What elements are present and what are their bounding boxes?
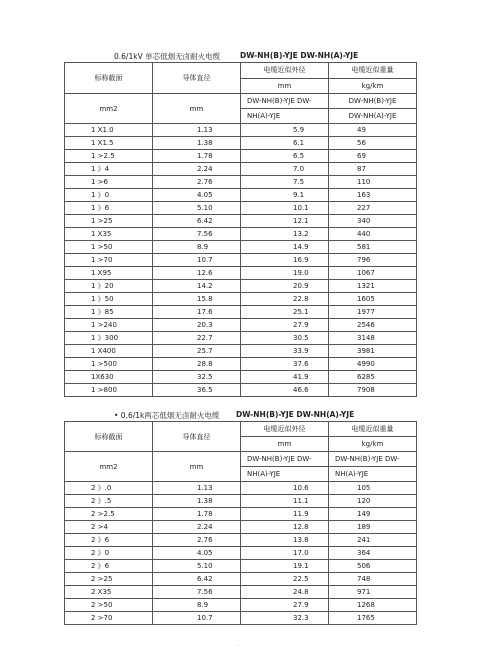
cell-outer-diameter: 5.9 (241, 124, 329, 137)
cell-conductor-diameter: 2.76 (153, 534, 241, 547)
cell-weight: 2546 (329, 319, 417, 332)
cell-weight: 3981 (329, 345, 417, 358)
cell-weight: 56 (329, 137, 417, 150)
header-conductor-unit: mm (153, 94, 241, 124)
cell-outer-diameter: 6.5 (241, 150, 329, 163)
cell-conductor-diameter: 12.6 (153, 267, 241, 280)
cell-weight: 440 (329, 228, 417, 241)
header-weight-unit: kg/km (329, 78, 417, 94)
table-row (65, 228, 417, 241)
cell-outer-diameter: 37.6 (241, 358, 329, 371)
header-weight-label: 电缆近似重量 (329, 63, 417, 79)
cell-conductor-diameter: 22.7 (153, 332, 241, 345)
cell-cross-section: 2 》.0 (65, 482, 153, 495)
section-1-model: DW-NH(B)-YJE DW-NH(A)-YJE (240, 51, 359, 60)
table-row (65, 267, 417, 280)
cell-conductor-diameter: 2.24 (153, 163, 241, 176)
cell-outer-diameter: 12.8 (241, 521, 329, 534)
cell-cross-section: 1X630 (65, 371, 153, 384)
header-weight-label: 电缆近似重量 (329, 422, 417, 437)
cell-conductor-diameter: 20.3 (153, 319, 241, 332)
cell-weight: 1765 (329, 612, 417, 625)
cell-cross-section: 2 》6 (65, 534, 153, 547)
cell-cross-section: 2 X35 (65, 586, 153, 599)
cell-conductor-diameter: 1.78 (153, 508, 241, 521)
table-row (65, 345, 417, 358)
cell-outer-diameter: 22.8 (241, 293, 329, 306)
header-conductor-unit: mm (153, 452, 241, 482)
cell-outer-diameter: 27.9 (241, 319, 329, 332)
header-section-unit: mm2 (65, 452, 153, 482)
table-row (65, 371, 417, 384)
cell-cross-section: 2 >50 (65, 599, 153, 612)
header-od-label: 电缆近似外径 (241, 422, 329, 437)
cell-cross-section: 1 》6 (65, 202, 153, 215)
cell-outer-diameter: 13.2 (241, 228, 329, 241)
header-weight-model-b: NH(A)-YJE (329, 467, 417, 482)
cell-cross-section: 1 >500 (65, 358, 153, 371)
cell-conductor-diameter: 32.5 (153, 371, 241, 384)
table-row (65, 319, 417, 332)
cell-cross-section: 2 >4 (65, 521, 153, 534)
cell-conductor-diameter: 6.42 (153, 215, 241, 228)
cell-conductor-diameter: 28.8 (153, 358, 241, 371)
cell-outer-diameter: 27.9 (241, 599, 329, 612)
cell-cross-section: 1 >800 (65, 384, 153, 397)
header-section-unit: mm2 (65, 94, 153, 124)
cell-conductor-diameter: 5.10 (153, 560, 241, 573)
page-mark: . (237, 641, 239, 648)
header-weight-model-a: DW-NH(B)-YJE DW- (329, 452, 417, 467)
table-row (65, 599, 417, 612)
cell-outer-diameter: 22.5 (241, 573, 329, 586)
cell-cross-section: 2 >2.5 (65, 508, 153, 521)
cell-outer-diameter: 33.9 (241, 345, 329, 358)
section-2-title: • 0.6/1k两芯低烟无卤耐火电缆 (114, 411, 220, 420)
cell-cross-section: 1 》50 (65, 293, 153, 306)
table-row (65, 150, 417, 163)
cell-weight: 1321 (329, 280, 417, 293)
cell-conductor-diameter: 17.6 (153, 306, 241, 319)
cell-outer-diameter: 19.0 (241, 267, 329, 280)
cell-outer-diameter: 7.0 (241, 163, 329, 176)
header-od-model-b: NH(A)-YJE (241, 467, 329, 482)
cell-weight: 163 (329, 189, 417, 202)
cell-weight: 110 (329, 176, 417, 189)
header-conductor-label: 导体直径 (153, 63, 241, 94)
cell-conductor-diameter: 8.9 (153, 599, 241, 612)
cell-weight: 120 (329, 495, 417, 508)
cell-cross-section: 1 X1.5 (65, 137, 153, 150)
table-row (65, 163, 417, 176)
cell-outer-diameter: 24.8 (241, 586, 329, 599)
cell-weight: 87 (329, 163, 417, 176)
cell-cross-section: 2 》0 (65, 547, 153, 560)
table-row (65, 280, 417, 293)
cell-outer-diameter: 20.9 (241, 280, 329, 293)
cell-cross-section: 1 >70 (65, 254, 153, 267)
cell-weight: 506 (329, 560, 417, 573)
cell-outer-diameter: 25.1 (241, 306, 329, 319)
cell-weight: 1268 (329, 599, 417, 612)
cell-cross-section: 2 》.5 (65, 495, 153, 508)
table-row (65, 482, 417, 495)
table-row (65, 547, 417, 560)
table-row (65, 254, 417, 267)
table-row (65, 306, 417, 319)
cell-cross-section: 1 X35 (65, 228, 153, 241)
cell-outer-diameter: 16.9 (241, 254, 329, 267)
cell-conductor-diameter: 1.38 (153, 137, 241, 150)
cell-outer-diameter: 30.5 (241, 332, 329, 345)
cell-outer-diameter: 11.1 (241, 495, 329, 508)
cell-weight: 1977 (329, 306, 417, 319)
cell-conductor-diameter: 1.78 (153, 150, 241, 163)
cell-cross-section: 1 》20 (65, 280, 153, 293)
cell-conductor-diameter: 25.7 (153, 345, 241, 358)
cell-conductor-diameter: 36.5 (153, 384, 241, 397)
cell-cross-section: 1 >6 (65, 176, 153, 189)
cell-weight: 971 (329, 586, 417, 599)
cell-outer-diameter: 9.1 (241, 189, 329, 202)
cell-weight: 4990 (329, 358, 417, 371)
cell-cross-section: 2 >70 (65, 612, 153, 625)
cell-conductor-diameter: 4.05 (153, 547, 241, 560)
cell-weight: 241 (329, 534, 417, 547)
table-row (65, 202, 417, 215)
cell-weight: 364 (329, 547, 417, 560)
table-row (65, 560, 417, 573)
header-od-model-b: NH(A)-YJE (241, 109, 329, 124)
header-od-model-a: DW-NH(B)-YJE DW- (241, 452, 329, 467)
header-weight-model-a: DW-NH(B)-YJE (329, 94, 417, 109)
cell-cross-section: 1 X95 (65, 267, 153, 280)
cell-outer-diameter: 19.1 (241, 560, 329, 573)
header-od-unit: mm (241, 78, 329, 94)
cell-conductor-diameter: 7.56 (153, 228, 241, 241)
cell-weight: 581 (329, 241, 417, 254)
cell-conductor-diameter: 1.13 (153, 124, 241, 137)
cell-weight: 1605 (329, 293, 417, 306)
header-conductor-label: 导体直径 (153, 422, 241, 452)
single-core-table (64, 62, 417, 397)
cell-weight: 105 (329, 482, 417, 495)
cell-conductor-diameter: 1.13 (153, 482, 241, 495)
cell-outer-diameter: 17.0 (241, 547, 329, 560)
cell-weight: 69 (329, 150, 417, 163)
cell-cross-section: 1 》300 (65, 332, 153, 345)
cell-outer-diameter: 12.1 (241, 215, 329, 228)
cell-outer-diameter: 6.1 (241, 137, 329, 150)
table-row (65, 176, 417, 189)
cell-weight: 49 (329, 124, 417, 137)
table-row (65, 573, 417, 586)
cell-cross-section: 2 >25 (65, 573, 153, 586)
cell-conductor-diameter: 7.56 (153, 586, 241, 599)
cell-conductor-diameter: 2.24 (153, 521, 241, 534)
section-2-model: DW-NH(B)-YJE DW-NH(A)-YJE (236, 410, 355, 419)
cell-cross-section: 1 >25 (65, 215, 153, 228)
cell-conductor-diameter: 8.9 (153, 241, 241, 254)
cell-outer-diameter: 41.9 (241, 371, 329, 384)
cell-weight: 149 (329, 508, 417, 521)
header-weight-model-b: DW-NH(A)-YJE (329, 109, 417, 124)
header-section-label: 标称截面 (65, 422, 153, 452)
table-row (65, 124, 417, 137)
cell-cross-section: 1 》0 (65, 189, 153, 202)
cell-conductor-diameter: 14.2 (153, 280, 241, 293)
header-od-model-a: DW-NH(B)-YJE DW- (241, 94, 329, 109)
cell-weight: 227 (329, 202, 417, 215)
cell-cross-section: 1 >240 (65, 319, 153, 332)
cell-conductor-diameter: 10.7 (153, 612, 241, 625)
single-core-rows (65, 124, 417, 397)
two-core-table (64, 421, 417, 625)
cell-conductor-diameter: 15.8 (153, 293, 241, 306)
table-row (65, 521, 417, 534)
table-row (65, 332, 417, 345)
table-row (65, 384, 417, 397)
cell-conductor-diameter: 4.05 (153, 189, 241, 202)
cell-cross-section: 1 >50 (65, 241, 153, 254)
table-row (65, 508, 417, 521)
cell-conductor-diameter: 10.7 (153, 254, 241, 267)
cell-cross-section: 1 》4 (65, 163, 153, 176)
cell-outer-diameter: 11.9 (241, 508, 329, 521)
cell-cross-section: 1 X1.0 (65, 124, 153, 137)
table-row (65, 293, 417, 306)
table-row (65, 586, 417, 599)
cell-cross-section: 1 X400 (65, 345, 153, 358)
table-row (65, 358, 417, 371)
cell-weight: 6285 (329, 371, 417, 384)
header-od-unit: mm (241, 437, 329, 452)
two-core-rows (65, 482, 417, 625)
header-od-label: 电缆近似外径 (241, 63, 329, 79)
table-row (65, 215, 417, 228)
table-row (65, 241, 417, 254)
cell-outer-diameter: 13.8 (241, 534, 329, 547)
cell-conductor-diameter: 5.10 (153, 202, 241, 215)
section-1-title: 0.6/1kV 单芯低烟无卤耐火电缆 (114, 52, 221, 61)
cell-weight: 340 (329, 215, 417, 228)
table-row (65, 612, 417, 625)
cell-outer-diameter: 10.6 (241, 482, 329, 495)
header-weight-unit: kg/km (329, 437, 417, 452)
cell-cross-section: 2 》6 (65, 560, 153, 573)
cell-weight: 796 (329, 254, 417, 267)
table-row (65, 137, 417, 150)
cell-conductor-diameter: 1.38 (153, 495, 241, 508)
table-row (65, 189, 417, 202)
cell-weight: 3148 (329, 332, 417, 345)
cell-outer-diameter: 10.1 (241, 202, 329, 215)
cell-weight: 7908 (329, 384, 417, 397)
cell-conductor-diameter: 6.42 (153, 573, 241, 586)
cell-outer-diameter: 14.9 (241, 241, 329, 254)
cell-weight: 1067 (329, 267, 417, 280)
cell-outer-diameter: 32.3 (241, 612, 329, 625)
cell-cross-section: 1 》85 (65, 306, 153, 319)
cell-outer-diameter: 46.6 (241, 384, 329, 397)
cell-weight: 189 (329, 521, 417, 534)
header-section-label: 标称截面 (65, 63, 153, 94)
cell-weight: 748 (329, 573, 417, 586)
cell-conductor-diameter: 2.76 (153, 176, 241, 189)
cell-outer-diameter: 7.5 (241, 176, 329, 189)
table-row (65, 495, 417, 508)
cell-cross-section: 1 >2.5 (65, 150, 153, 163)
table-row (65, 534, 417, 547)
